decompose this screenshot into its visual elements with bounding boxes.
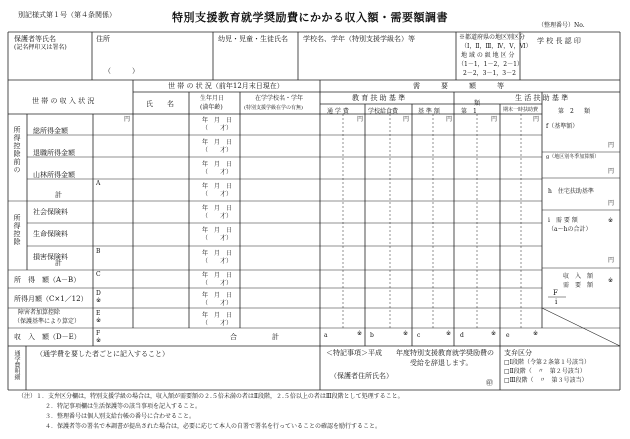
household-age-header: (満年齢) xyxy=(200,104,223,111)
classification-3[interactable]: □Ⅲ段階（ 〃 第３号該当） xyxy=(504,377,588,384)
dob-3: 年 月 日 xyxy=(202,161,233,168)
col-type2: 第 2 xyxy=(558,108,574,115)
letter-c: C xyxy=(96,271,101,278)
i-demand-label: i 需 要 額 xyxy=(548,217,578,224)
sum-e-mark: ※ xyxy=(533,330,539,337)
note-mark-e: ※ xyxy=(96,317,102,324)
special-notes-2: 受給を辞退します。 xyxy=(410,359,473,367)
row-subtotal-a: 計 xyxy=(55,191,62,199)
note-2: ２．特記事項欄は生活保護等の該当事項を記入すること。 xyxy=(45,403,202,410)
row-life-ins: 生命保険料 xyxy=(33,230,68,238)
region-codes-2: 2－2，3－1，3－2 xyxy=(463,70,516,77)
classification-1[interactable]: □Ⅰ段階（令第２条第１号該当） xyxy=(504,359,591,366)
child-name-label: 幼児・児童・生徒氏名 xyxy=(218,35,288,43)
household-total: 合 計 xyxy=(230,333,279,341)
yen-base: 円 xyxy=(446,116,453,123)
row-disabled-deduction: 障害者加算控除 xyxy=(18,309,61,316)
row-revenue: 収 入 額（D－E） xyxy=(14,333,81,341)
commute-detail-desc: （通学費を要した者ごとに記入すること） xyxy=(36,350,169,358)
address-postal-paren: （ ） xyxy=(104,67,139,75)
age-6: （ 才） xyxy=(202,235,233,242)
i-demand-note: （a～hの合計） xyxy=(548,226,592,233)
guardian-name-note: (記名押印又は署名) xyxy=(14,44,67,51)
address-label: 住所 xyxy=(96,35,110,43)
household-name-header: 氏 名 xyxy=(146,100,174,108)
income-status-title: 世 帯 の 収 入 状 況 xyxy=(32,97,95,105)
dob-9: 年 月 日 xyxy=(202,292,233,299)
col-base: 基 準 額 xyxy=(418,108,440,115)
yen-lunch: 円 xyxy=(403,116,410,123)
ratio-denominator: i xyxy=(555,298,558,306)
household-dob-header: 生年月日 xyxy=(200,95,225,102)
f-base-label: f（基準額） xyxy=(546,123,579,130)
sum-d-mark: ※ xyxy=(491,330,497,337)
note-3: ３．整理番号は個人別支給台帳の番号に合わせること。 xyxy=(45,413,196,420)
col-type1: 第 1 xyxy=(461,108,477,115)
sum-b-mark: ※ xyxy=(403,330,409,337)
row-income-amount: 所 得 額（A－B） xyxy=(14,276,81,284)
row-social-ins: 社会保険料 xyxy=(33,208,68,216)
ratio-numerator: F xyxy=(553,289,558,297)
region-roman: （Ⅰ，Ⅱ，Ⅲ，Ⅳ，Ⅴ，Ⅵ） xyxy=(461,43,532,50)
age-7: （ 才） xyxy=(202,258,233,265)
row-subtotal-b: 計 xyxy=(55,259,62,267)
yen-seasonal: 円 xyxy=(533,116,540,123)
household-school-header: 在学学校名・学年 xyxy=(255,95,304,102)
region-title: ※都道府県の地区別区分 xyxy=(459,34,526,41)
letter-a: A xyxy=(96,180,101,187)
special-notes-3: （保護者住所氏名） xyxy=(330,372,393,380)
col-commute: 通 学 費 xyxy=(327,108,349,115)
sum-d: d xyxy=(460,332,464,339)
sum-c: c xyxy=(417,332,421,339)
note-mark-d: ※ xyxy=(96,297,102,304)
row-disabled-note: （保護基準により算定） xyxy=(14,318,81,325)
dob-5: 年 月 日 xyxy=(202,205,233,212)
row-monthly-income: 所得月額（C×1／12） xyxy=(14,295,88,303)
special-notes-1: ＜特記事項＞平成 年度特別支援教育就学奨励費の xyxy=(326,349,494,357)
ratio-note-mark: ※ xyxy=(608,277,614,284)
school-label: 学校名、学年（特別支援学級名）等 xyxy=(303,35,415,43)
income-label-r: 収 入 額 xyxy=(563,273,594,280)
h-housing-label: h 住宅扶助基準 xyxy=(548,188,594,195)
demand-title: 需 要 額 等 xyxy=(413,82,504,90)
age-10: （ 才） xyxy=(202,320,233,327)
yen-mark: 円 xyxy=(124,116,131,123)
guardian-name-label: 保護者等氏名 xyxy=(14,35,56,43)
h-yen: 円 xyxy=(608,200,615,207)
dob-10: 年 月 日 xyxy=(202,312,233,319)
letter-e: E xyxy=(96,310,101,317)
dob-6: 年 月 日 xyxy=(202,227,233,234)
sum-e: e xyxy=(506,332,510,339)
principal-seal-label: 学 校 長 認 印 xyxy=(537,37,581,45)
row-retire-income: 退職所得金額 xyxy=(33,149,75,157)
form-number: 別記様式第１号（第４条関係） xyxy=(18,11,116,19)
sum-a: a xyxy=(324,332,328,339)
age-3: （ 才） xyxy=(202,169,233,176)
household-school-note: (特別支援学級在学の有無) xyxy=(244,105,303,111)
yen-type1: 円 xyxy=(491,116,498,123)
letter-d: D xyxy=(96,290,101,297)
classification-2[interactable]: □Ⅱ段階（ 〃 第２号該当） xyxy=(504,368,586,375)
i-yen: 円 xyxy=(608,257,615,264)
letter-f: F xyxy=(96,330,101,337)
age-2: （ 才） xyxy=(202,147,233,154)
commute-detail-side: 通学費明細 xyxy=(13,350,20,380)
col-lunch: 学校給食費 xyxy=(368,108,399,115)
col-seasonal: 期末一時扶助費 xyxy=(503,107,539,113)
household-title: 世 帯 の 状 況（前年12月末日現在） xyxy=(168,82,284,90)
age-4: （ 才） xyxy=(202,191,233,198)
note-1: （注）１．支弁区分欄は，特別支援学級の場合は，収入額が需要額の２.５倍未満の者はⅡ段階，２.５倍以上の者はⅢ段階として処理すること。 xyxy=(18,393,404,400)
yen-commute: 円 xyxy=(357,116,364,123)
g-winter-label: g（地区別冬季加算額） xyxy=(546,154,600,160)
sum-a-mark: ※ xyxy=(357,330,363,337)
sum-c-mark: ※ xyxy=(446,330,452,337)
row-damage-ins: 損害保険料 xyxy=(33,253,68,261)
serial-label: （整理番号）No. xyxy=(538,22,585,29)
dob-8: 年 月 日 xyxy=(202,272,233,279)
col-type2-sub: 類 xyxy=(584,108,591,115)
dob-2: 年 月 日 xyxy=(202,139,233,146)
col-type1-sub: 類 xyxy=(474,100,481,107)
note-4: ４．保護者等の署名で本調書が提出された場合は，必要に応じて本人の自署で署名を行っていることの確認を励行すること。 xyxy=(45,423,382,430)
group-before-deduction: 所得控除前の xyxy=(13,126,21,174)
region-grade: 地 域 の 級 地 区 分 xyxy=(461,52,515,59)
sum-b: b xyxy=(370,332,374,339)
age-8: （ 才） xyxy=(202,280,233,287)
age-5: （ 才） xyxy=(202,213,233,220)
classification-title: 支弁区分 xyxy=(504,349,532,357)
dob-1: 年 月 日 xyxy=(202,117,233,124)
age-1: （ 才） xyxy=(202,125,233,132)
group-deduction: 所得控除 xyxy=(13,214,21,246)
edu-assist-title: 教 育 扶 助 基 準 xyxy=(352,94,406,102)
dob-4: 年 月 日 xyxy=(202,183,233,190)
note-mark-f: ※ xyxy=(96,337,102,344)
form-title: 特別支援教育就学奨励費にかかる収入額・需要額調書 xyxy=(172,11,448,24)
letter-b: B xyxy=(96,248,101,255)
f-yen: 円 xyxy=(608,142,615,149)
seal-mark: ㊞ xyxy=(486,379,493,387)
region-codes-1: （1－1，1－2，2－1） xyxy=(458,61,523,68)
age-9: （ 才） xyxy=(202,300,233,307)
life-assist-title: 生 活 扶 助 基 準 xyxy=(515,94,569,102)
row-total-income: 総所得金額 xyxy=(33,127,68,135)
i-note-mark: ※ xyxy=(608,217,614,224)
demand-label-r: 需 要 額 xyxy=(563,282,594,289)
dob-7: 年 月 日 xyxy=(202,250,233,257)
g-yen: 円 xyxy=(608,168,615,175)
row-forest-income: 山林所得金額 xyxy=(33,171,75,179)
